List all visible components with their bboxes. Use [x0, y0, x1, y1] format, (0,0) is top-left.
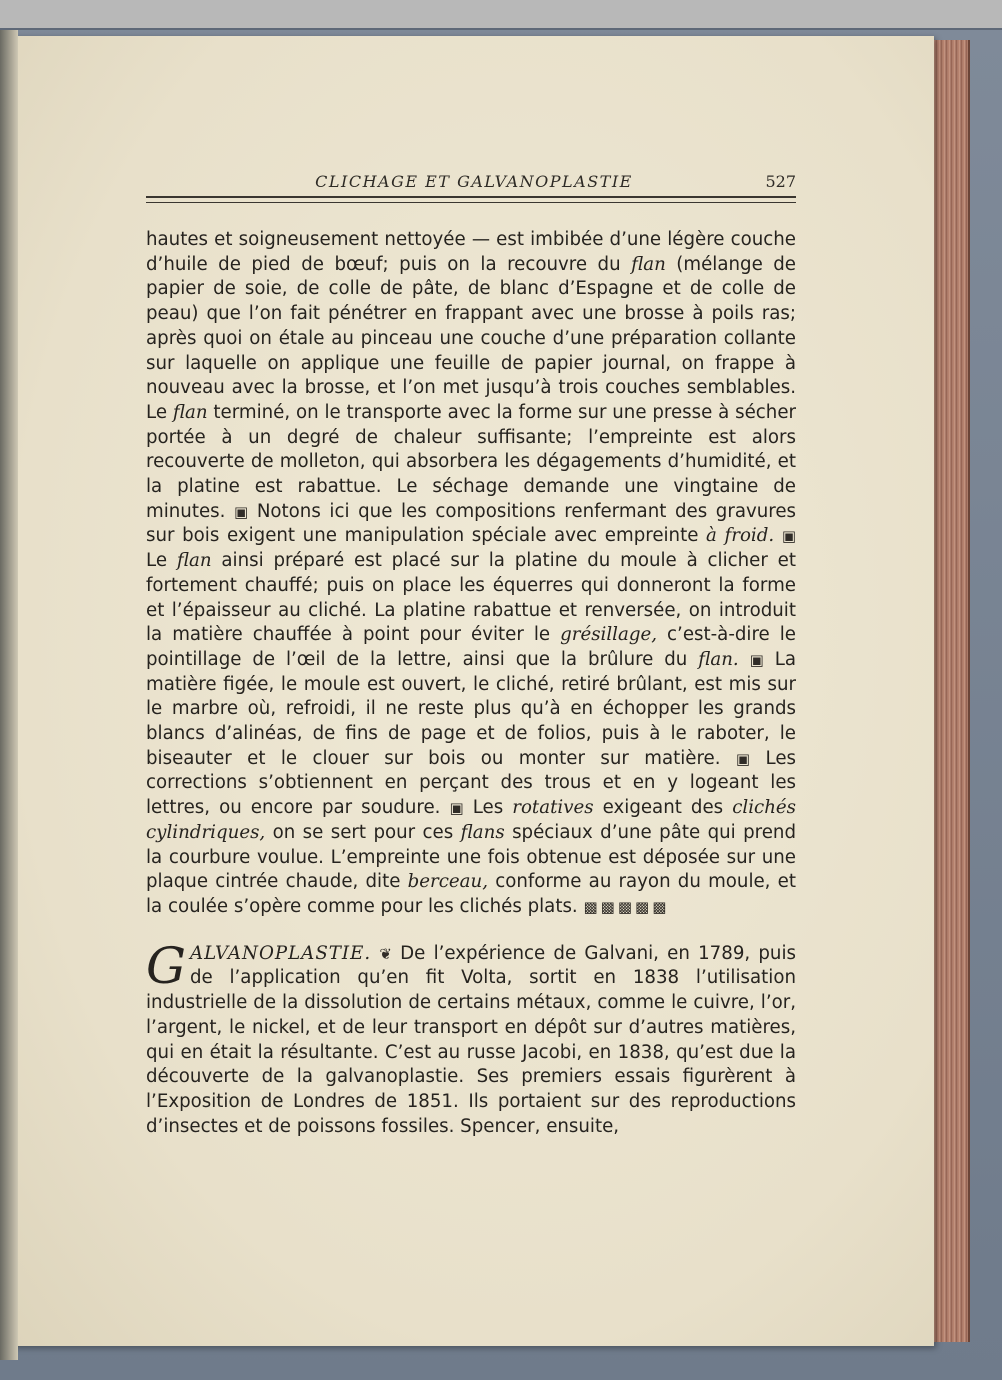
italic-term: à froid. [706, 525, 775, 547]
section-ornament-icon: ▣ [735, 749, 751, 768]
italic-term: clichés cylindriques, [146, 797, 797, 843]
paragraph-clichage [146, 228, 796, 920]
italic-term: grésillage, [560, 624, 658, 646]
italic-term: flan. [698, 648, 739, 670]
header-rule [146, 196, 796, 198]
italic-term: flan [176, 550, 212, 572]
text-run: De l’expérience de Galvani, en 1789, puis de l’application qu’en fit Volta, sortit en 1838 l’utilisation industrielle de la dissolution de certains métaux, comme le cuivre, l’or, l’argent, le nickel, et de leur transport en dépôt sur d’autres matières, qui en était la résultante. C’est au russe Jacobi, en 1838, qu’est due la découverte de la galvanoplastie. Ses premiers essais figurèrent à l’Exposition de Londres de 1851. Ils portaient sur des reproductions d’insectes et de poissons fossiles. Spencer, ensuite, [146, 942, 796, 1137]
running-header [146, 172, 796, 196]
text-run: Notons ici que les compositions renfermant des gravures sur bois exigent une manipulation spéciale avec empreinte [146, 500, 796, 547]
text-run: Les [463, 797, 513, 819]
text-run: hautes et soigneusement nettoyée — est imbibée d’une légère couche d’huile de pied de bœuf; puis on la recouvre du [146, 229, 796, 275]
text-run: conforme au rayon du moule, et la coulée s’opère comme pour les clichés plats. [146, 871, 796, 917]
italic-term: flan [631, 253, 666, 275]
section-headword: ALVANOPLASTIE. [189, 942, 372, 964]
text-run: Le [146, 550, 177, 572]
end-ornaments-icon: ▩▩▩▩▩ [583, 897, 670, 916]
spine-shadow [0, 30, 18, 1360]
text-run: exigeant des [593, 797, 733, 819]
text-run: c’est-à-dire le pointillage de l’œil de la lettre, ainsi que la brûlure du [146, 624, 796, 670]
running-title: CLICHAGE ET GALVANOPLASTIE [315, 172, 633, 191]
text-run: (mélange de papier de soie, de colle de pâte, de blanc d’Espagne et de colle de peau) que l’on fait pénétrer en frappant avec une brosse à poils ras; après quoi on étale au pinceau une couche d’une préparation collante sur laquelle on applique une feuille de papier journal, on frappe à nouveau avec la brosse, et l’on met jusqu’à trois couches semblables. Le [146, 253, 796, 423]
section-ornament-icon: ▣ [234, 502, 249, 521]
paragraph-galvanoplastie [146, 936, 796, 1140]
italic-term: flan [172, 401, 208, 423]
drop-cap: G [146, 936, 186, 995]
text-run: terminé, on le transporte avec la forme sur une presse à sécher portée à un degré de chaleur suffisante; l’empreinte est alors recouverte de molleton, qui absorbera les dégagements d’humidité, et la platine est rabattue. Le séchage demande une vingtaine de minutes. [146, 401, 796, 522]
section-ornament-icon: ▣ [749, 650, 764, 669]
body-text [146, 228, 796, 1139]
italic-term: berceau, [407, 871, 489, 893]
header-rule-thin [146, 202, 796, 203]
page-number: 527 [765, 172, 796, 191]
section-ornament-icon: ▣ [781, 527, 796, 546]
section-ornament-icon: ▣ [449, 799, 464, 818]
text-run: Les corrections s’obtiennent en perçant des trous et en y logeant les lettres, ou encore par soudure. [146, 747, 796, 819]
text-run: spéciaux d’une pâte qui prend la courbure voulue. L’empreinte une fois obtenue est déposée sur une plaque cintrée chaude, dite [146, 821, 797, 893]
leaf-ornament-icon: ❦ [379, 944, 392, 963]
page-edges [928, 40, 970, 1342]
text-run: ainsi préparé est placé sur la platine du moule à clicher et fortement chauffé; puis on place les équerres qui donneront la forme et l’épaisseur au cliché. La platine rabattue et renversée, on introduit la matière chauffée à point pour éviter le [146, 550, 796, 646]
italic-term: flans [460, 821, 505, 843]
text-run: on se sert pour ces [265, 821, 461, 843]
text-run: La matière figée, le moule est ouvert, le cliché, retiré brûlant, est mis sur le marbre où, refroidi, il ne reste plus qu’à en échopper les grands blancs d’alinéas, de fins de page et de folios, puis à le raboter, le biseauter et le clouer sur bois ou monter sur matière. [146, 648, 796, 769]
italic-term: rotatives [512, 797, 594, 819]
